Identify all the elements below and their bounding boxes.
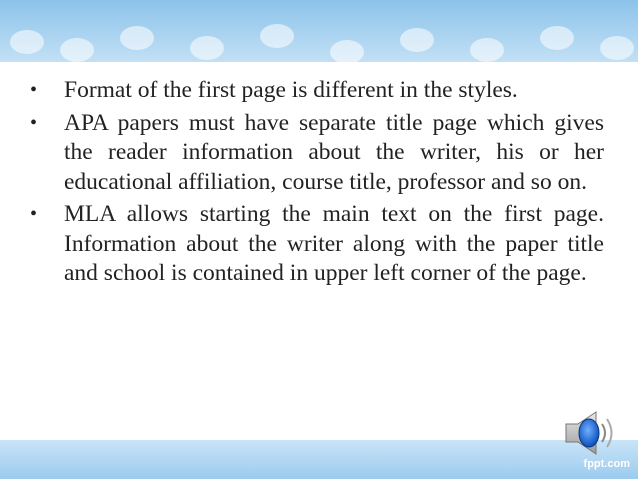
footer-band	[0, 440, 638, 479]
bullet-item	[28, 109, 604, 198]
cloud-decoration	[120, 26, 154, 50]
cloud-decoration	[60, 38, 94, 62]
bullet-text: Format of the first page is different in the styles.	[64, 77, 518, 103]
bullet-text: APA papers must have separate title page which gives the reader information about the writer, his or her educational affiliation, course title, professor and so on.	[64, 109, 604, 195]
bullet-item	[28, 200, 604, 289]
cloud-decoration	[540, 26, 574, 50]
bullet-dot: •	[30, 111, 38, 134]
sky-header-band	[0, 0, 638, 62]
cloud-decoration	[260, 24, 294, 48]
speaker-icon[interactable]	[562, 408, 618, 458]
bullet-item	[28, 76, 604, 106]
cloud-decoration	[10, 30, 44, 54]
bullet-text: MLA allows starting the main text on the first page. Information about the writer along with the paper title and school is contained in upper left corner of the page.	[64, 201, 604, 286]
cloud-decoration	[400, 28, 434, 52]
watermark: fppt.com	[583, 458, 630, 470]
bullet-dot: •	[30, 79, 38, 101]
bullet-list	[28, 76, 604, 292]
cloud-decoration	[470, 38, 504, 62]
cloud-decoration	[600, 36, 634, 60]
cloud-decoration	[190, 36, 224, 60]
cloud-decoration	[330, 40, 364, 62]
bullet-dot: •	[30, 203, 38, 225]
